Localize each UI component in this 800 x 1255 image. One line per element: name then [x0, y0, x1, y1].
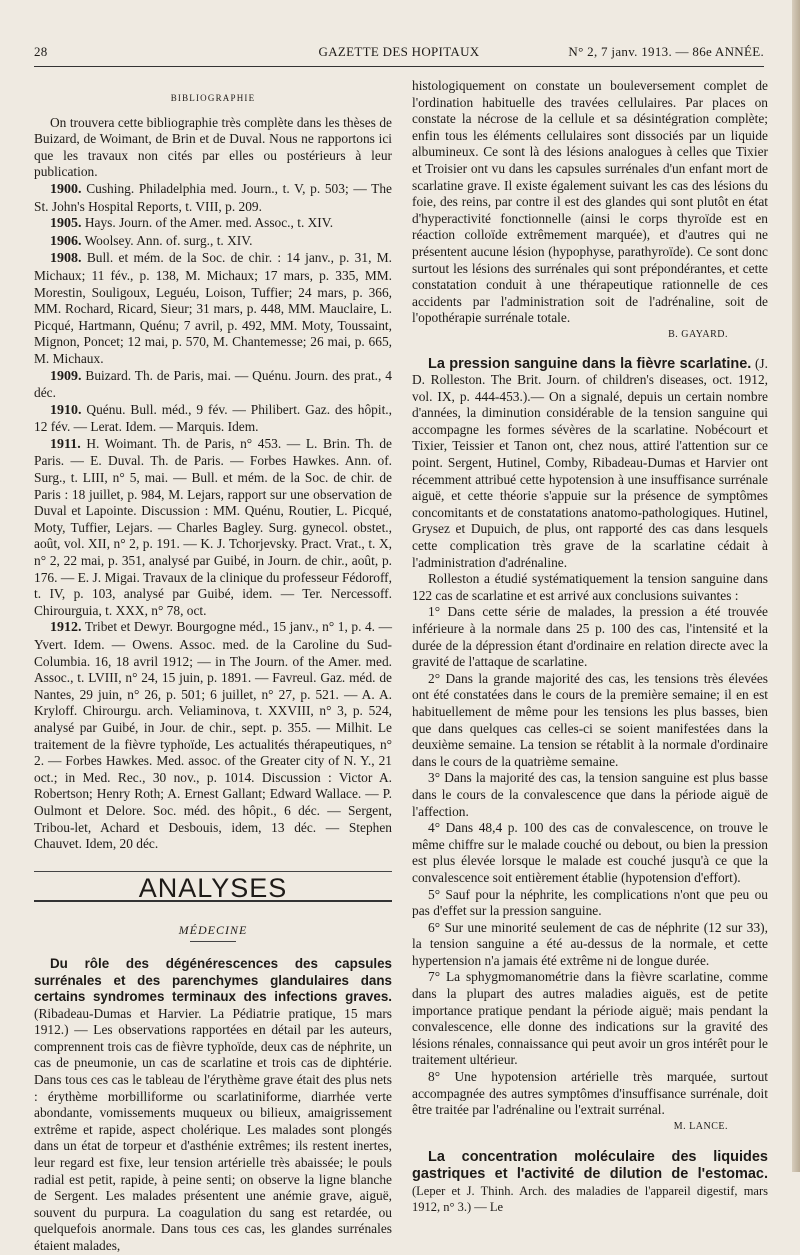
bibliography-entry	[34, 436, 392, 620]
article-3-source: (Leper et J. Thinh. Arch. des maladies de l'appareil digestif, mars 1912, n° 3.) — Le	[412, 1183, 768, 1215]
article-2-source: (J. D. Rolleston. The Brit. Journ. of children's diseases, oct. 1912, vol. IX, p. 444-453.).	[412, 355, 768, 404]
bibliography-entry	[34, 402, 392, 436]
header-rule	[34, 66, 764, 67]
article-3-lead	[412, 1149, 768, 1215]
article-1-body-left: — Les observations rapportées en détail par les auteurs, comprennent trois cas de fièvre typhoïde, deux cas de néphrite, un cas de pneumonie, un cas de scarlatine et trois cas de diphtérie. Dans tous ces cas le tableau de l'érythème grave était des plus nets : érythème morbilliforme ou scarlatiniforme, diarrhée verte abondante, vomissements muqueux ou bilieux, amaigrissement extrême et rapide, aspect cholérique. Les malades sont plongés dans un état de torpeur et d'asthénie extrêmes; ils restent inertes, leur regard est fixe, leur tension artérielle très abaissée; le pouls radial est petit, rapide, à peine senti; on observe la ligne blanche de Sergent. Les malades présentent une anémie grave, aiguë, souvent du purpura. La coagulation du sang est retardée, ou quelquefois anormale. Dans tous ces cas, les glandes surrénales étaient malades,	[34, 1022, 392, 1253]
article-2-body: — On a signalé, depuis un certain nombre d'années, la diminution considérable de la tension sanguine qui accompagne les formes sévères de la scarlatine. Nobécourt et Tixier, Teissier et Tanon ont, chez nous, attiré l'attention sur ce point. Sergent, Hutinel, Comby, Ribadeau-Dumas et Harvier ont récemment attribué cette hypotension à une insuffisance surrénale aiguë, et cette théorie s'appuie sur la présence de symptômes concomitants et de constatations anatomo-pathologiques. Hutinel, Grysez et Dupuich, de plus, ont rapporté des cas dans lesquels cette complication très grave de la scarlatine cédait à l'administration d'adrénaline.	[412, 388, 768, 570]
bibliography-intro: On trouvera cette bibliographie très complète dans les thèses de Buizard, de Woimant, de Brin et de Duval. Nous ne rapportons ici que les travaux non cités par elles ou postérieurs à leur publication.	[34, 114, 392, 180]
article-2-para2: Rolleston a étudié systématiquement la tension sanguine dans 122 cas de scarlatine et est arrivé aux conclusions suivantes :	[412, 571, 768, 603]
entry-text: Woolsey. Ann. of. surg., t. XIV.	[84, 232, 253, 248]
article-2-signature: M. LANCE.	[673, 1120, 728, 1132]
entry-text: Bull. et mém. de la Soc. de chir. : 14 janv., p. 31, M. Michaux; 11 fév., p. 138, M. Michaux; 17 mars, p. 335, MM. Morestin, Souligoux, Leguéu, Loison, Tuffier; 24 mars, p. 366, MM. Rochard, Ricard, Sieur; 31 mars, p. 448, MM. Mauclaire, L. Picqué, Hartmann, Quénu; 7 avril, p. 492, MM. Moty, Toussaint, Mignon, Poncet; 12 mai, p. 570, M. Chantemesse; 26 mai, p. 665, M. Michaux.	[34, 250, 392, 366]
conclusion-item: 1° Dans cette série de malades, la pression a été trouvée inférieure à la normale dans 25 p. 100 des cas, l'intensité et la durée de la dépression étant d'ordinaire en relation directe avec la gravité de l'attaque de scarlatine.	[412, 604, 768, 670]
bibliography-entry	[34, 619, 392, 852]
conclusion-item: 5° Sauf pour la néphrite, les complications n'ont que peu ou pas d'effet sur la pression sanguine.	[412, 886, 768, 919]
entry-year: 1911.	[50, 436, 81, 452]
article-1-title: Du rôle des dégénérescences des capsules surrénales et des parenchymes glandulaires dans certains syndromes terminaux des infections graves.	[34, 955, 392, 1005]
entry-text: Quénu. Bull. méd., 9 fév. — Philibert. Gaz. des hôpit., 12 fév. — Lerat. Idem. — Marquis. Idem.	[34, 401, 392, 435]
bibliography-entry	[34, 250, 392, 367]
bibliography-entry	[34, 233, 392, 251]
conclusion-item: 2° Dans la grande majorité des cas, les tensions très élevées ont été constatées dans le cours de la première semaine; il en est habituellement de même pour les tensions les plus basses, bien que dans quelques cas celles-ci se soient manifestées dans la deuxième semaine. La tension se rétablit à la normale d'ordinaire dans le cours de la quatrième semaine.	[412, 670, 768, 769]
entry-text: H. Woimant. Th. de Paris, n° 453. — L. Brin. Th. de Paris. — E. Duval. Th. de Paris. — Forbes Hawkes. Ann. of. Surg., t. LIII, n° 5, mai. — Bull. et mém. de la Soc. de chir. de Paris : 18 juillet, p. 984, M. Lejars, rapport sur une observation de Duval et Lapointe. Discussion : MM. Quénu, Routier, L. Picqué, Moty, Tuffier, Lejars. — Charles Bagley. Surg. gynecol. obstet., août, vol. XII, n° 2, p. 191. — K. J. Tchorjevsky. Pract. Vrat., t. X, n° 2, 22 mai, p. 351, analysé par Guibé, in Journ. de chir., août, p. 176. — E. J. Migai. Travaux de la clinique du professeur Fédoroff, t. IV, p. 103, analysé par Guibé, idem. — Ter. Nercessoff. Chirourguia, t. XXX, n° 78, oct.	[34, 435, 392, 618]
conclusion-list	[412, 604, 768, 1118]
article-3-title: La concentration moléculaire des liquides gastriques et l'activité de dilution de l'estomac.	[412, 1149, 768, 1182]
entry-year: 1906.	[50, 233, 82, 249]
entry-year: 1912.	[50, 620, 82, 636]
entry-year: 1900.	[50, 181, 82, 197]
issue-info: N° 2, 7 janv. 1913. — 86e ANNÉE.	[568, 44, 764, 59]
entry-text: Hays. Journ. of the Amer. med. Assoc., t. XIV.	[84, 215, 334, 231]
bibliography-entry	[34, 368, 392, 402]
bibliography-entry	[34, 181, 392, 215]
medecine-heading: MÉDECINE	[178, 923, 248, 938]
conclusion-item: 6° Sur une minorité seulement de cas de néphrite (12 sur 33), la tension sanguine a été au-dessus de la normale, et cette hypertension n'a jamais été extrême ni de longue durée.	[412, 919, 768, 968]
bibliography-list	[34, 181, 392, 853]
running-header	[34, 44, 764, 64]
bibliography-entry	[34, 215, 392, 233]
right-column	[412, 78, 768, 1216]
entry-text: Cushing. Philadelphia med. Journ., t. V, p. 503; — The St. John's Hospital Reports, t. VIII, p. 209.	[34, 180, 392, 214]
article-1-lead	[34, 956, 392, 1255]
conclusion-item: 7° La sphygmomanométrie dans la fièvre scarlatine, comme dans la plupart des autres maladies aiguës, est de petite importance pratique pendant la période aiguë; mais pendant la convalescence, elle donne des indications sur la gravité des lésions rénales, connaissance qui peut avoir un gros intérêt pour le traitement ultérieur.	[412, 969, 768, 1068]
left-column	[34, 78, 392, 1255]
article-1-signature: B. GAYARD.	[668, 328, 728, 340]
entry-year: 1905.	[50, 216, 82, 232]
article-2-title: La pression sanguine dans la fièvre scarlatine.	[428, 355, 752, 372]
conclusion-item: 8° Une hypotension artérielle très marquée, surtout accompagnée des autres symptômes d'insuffisance surrénale, doit être traitée par l'adrénaline ou l'extrait surrénal.	[412, 1069, 768, 1118]
entry-text: Tribet et Dewyr. Bourgogne méd., 15 janv., n° 1, p. 4. — Yvert. Idem. — Owens. Assoc. med. de la Caroline du Sud-Columbia. 16, 18 avril 1912; — in The Journ. of the Amer. med. Assoc., t. LVIII, n° 24, 15 juin, p. 1891. — Favreul. Gaz. méd. de Nantes, 29 juin, n° 26, p. 501; 6 juillet, n° 27, p. 521. — A. A. Kryloff. Chirourgu. arch. Veliaminova, t. XXVIII, n° 3, p. 524, analysé par Guibé, in Jour. de chir., sept. p. 355. — Milhit. Le traitement de la fièvre typhoïde, Les actualités thérapeutiques, n° 2. — Forbes Hawkes. Med. assoc. of the Greater city of N. Y., 21 oct.; in Med. Rec., 30 nov., p. 1014. Discussion : Victor A. Robertson; Henry Roth; A. Ernest Gallant; Edward Wallace. — P. Oulmont et Delore. Soc. méd. des hôpit., 6 déc. — Sergent, Tribou-let, Achard et Desbouis, idem, 13 déc. — Stephen Chauvet. Idem, 20 déc.	[34, 619, 392, 852]
page-number: 28	[34, 44, 48, 59]
article-1-body-right: histologiquement on constate un bouleversement complet de l'ordination habituelle des travées cellulaires. Par places on constate la nécrose de la cellule et sa désintégration complète; enfin tous les éléments cellulaires sont dissociés par un liquide albumineux. Ce sont là des lésions analogues à celles que Tixier et Troisier ont vu dans les capsules surrénales d'un enfant mort de scarlatine grave. Il existe également suivant les cas des lésions du foie, des reins, par contre il est des glandes qui sont plutôt en état d'hyperactivité fonctionnelle (ainsi le corps thyroïde est en réaction colloïde extrêmement marquée), et d'autres qui ne présentent aucune lésion (hypophyse, parathyroïde). Ce sont donc surtout les lésions des surrénales qui sont prépondérantes, et cette constatation conduit à une thérapeutique rationnelle de ces accidents par l'administration soit de l'adrénaline, soit de l'opothérapie surrénale totale.	[412, 78, 768, 326]
section-rule	[34, 871, 392, 872]
entry-text: Buizard. Th. de Paris, mai. — Quénu. Journ. des prat., 4 déc.	[34, 367, 392, 401]
analyses-heading: ANALYSES	[138, 872, 288, 903]
article-2-lead	[412, 356, 768, 572]
entry-year: 1910.	[50, 402, 82, 418]
journal-title: GAZETTE DES HOPITAUX	[318, 44, 480, 59]
bibliography-heading: BIBLIOGRAPHIE	[170, 93, 256, 103]
entry-year: 1909.	[50, 368, 82, 384]
page-edge	[792, 0, 800, 1172]
conclusion-item: 4° Dans 48,4 p. 100 des cas de convalescence, on trouve le même chiffre sur le malade couché ou debout, ou bien la pression est plus élevée lorsque le malade est couché jusqu'à ce que la convalescence soit entièrement établie (hypotension d'effort).	[412, 820, 768, 885]
entry-year: 1908.	[50, 251, 82, 267]
short-rule	[190, 941, 236, 942]
article-1-source: (Ribadeau-Dumas et Harvier. La Pédiatrie pratique, 15 mars 1912.)	[34, 1005, 392, 1038]
conclusion-item: 3° Dans la majorité des cas, la tension sanguine est plus basse dans le cours de la convalescence que dans la période aiguë de l'affection.	[412, 770, 768, 819]
